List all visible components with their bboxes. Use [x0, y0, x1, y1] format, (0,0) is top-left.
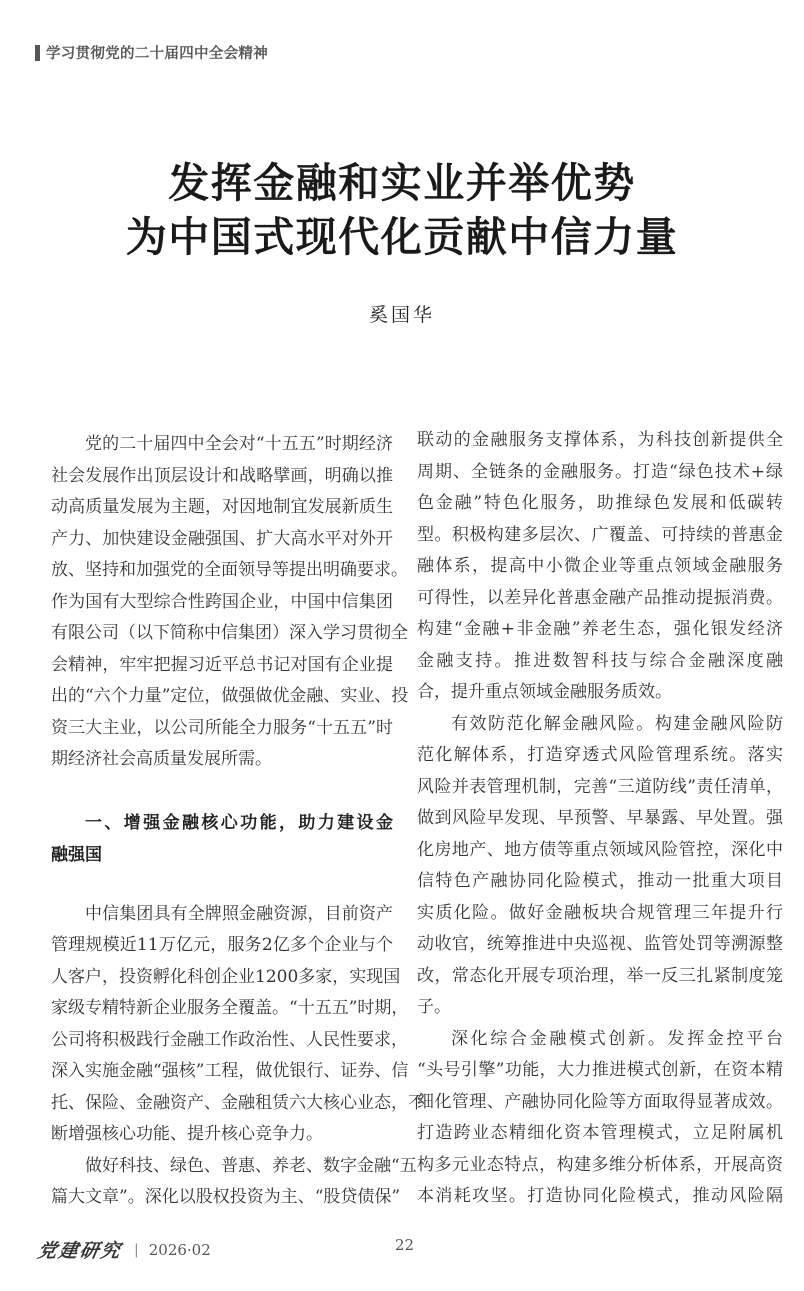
text-line: 管理规模近11万亿元，服务2亿多个企业与个: [51, 935, 393, 955]
text-line: 动高质量发展为主题，对因地制宜发展新质生: [51, 497, 393, 517]
text-line: 化房地产、地方债等重点领域风险管控，深化中: [417, 839, 783, 860]
right-column: [417, 425, 783, 1213]
left-column: [51, 429, 425, 1214]
text-line: 篇大文章”。深化以股权投资为主、“股贷债保”: [51, 1187, 401, 1207]
text-line: 改，常态化开展专项治理，举一反三扎紧制度笼: [417, 965, 783, 986]
text-line: 人客户，投资孵化科创企业1200多家，实现国: [51, 966, 401, 987]
journal-logo: 党建研究: [35, 1240, 124, 1262]
text-line: 做到风险早发现、早预警、早暴露、早处置。强: [417, 808, 783, 828]
text-line: 范化解体系，打造穿透式风险管理系统。落实: [417, 745, 783, 765]
paragraph: [51, 429, 409, 776]
text-line: 中信集团具有全牌照金融资源，目前资产: [85, 903, 393, 924]
text-line: 型。积极构建多层次、广覆盖、可持续的普惠金: [417, 524, 783, 545]
article-title-line-2: 为中国式现代化贡献中信力量: [125, 213, 679, 261]
text-line: 断增强核心功能、提升核心竞争力。: [51, 1124, 323, 1144]
text-line: 融体系，提高中小微企业等重点领域金融服务: [417, 556, 783, 576]
paragraph: [417, 709, 783, 1024]
heading-line: 融强国: [51, 844, 102, 865]
paragraph: [417, 1024, 783, 1213]
footer-separator: |: [134, 1241, 139, 1258]
text-line: 合，提升重点领域金融服务质效。: [417, 682, 672, 702]
text-line: 公司将积极践行金融工作政治性、人民性要求，: [51, 1029, 408, 1050]
text-line: 本消耗攻坚。打造协同化险模式，推动风险隔: [417, 1186, 783, 1206]
text-line: 周期、全链条的金融服务。打造“绿色技术+绿: [417, 461, 783, 482]
text-line: 托、保险、金融资产、金融租赁六大核心业态，不: [51, 1092, 425, 1113]
text-line: 可得性，以差异化普惠金融产品推动提振消费。: [417, 587, 783, 608]
issue-number: 2026·02: [148, 1240, 211, 1259]
section-heading: [51, 807, 393, 871]
text-line: 色金融”特色化服务，助推绿色发展和低碳转: [417, 493, 783, 513]
heading-line: 一、增强金融核心功能，助力建设金: [85, 812, 393, 833]
text-line: 信特色产融协同化险模式，推动一批重大项目: [417, 871, 783, 891]
text-line: 党的二十届四中全会对“十五五”时期经济: [85, 434, 393, 454]
text-line: 金融支持。推进数智科技与综合金融深度融: [417, 650, 783, 671]
article-title-line-1: 发挥金融和实业并举优势: [168, 159, 636, 207]
text-line: 期经济社会高质量发展所需。: [51, 749, 272, 769]
text-line: 深化综合金融模式创新。发挥金控平台: [451, 1028, 783, 1049]
section-header: [35, 42, 268, 63]
text-line: 社会发展作出顶层设计和战略擘画，明确以推: [51, 465, 393, 486]
text-line: 做好科技、绿色、普惠、养老、数字金融“五: [85, 1155, 417, 1176]
text-line: 联动的金融服务支撑体系，为科技创新提供全: [417, 430, 783, 450]
text-line: 风险并表管理机制，完善“三道防线”责任清单，: [417, 776, 783, 797]
paragraph: [51, 1151, 417, 1214]
text-line: 构多元业态特点，构建多维分析体系，开展高资: [417, 1154, 783, 1175]
author-name: 奚国华: [368, 304, 435, 326]
text-line: 深入实施金融“强核”工程，做优银行、证券、信: [51, 1061, 409, 1081]
text-line: 构建“金融+非金融”养老生态，强化银发经济: [417, 619, 783, 639]
text-line: 细化管理、产融协同化险等方面取得显著成效。: [417, 1091, 783, 1112]
text-line: 子。: [417, 997, 451, 1017]
section-label: 学习贯彻党的二十届四中全会精神: [46, 46, 268, 62]
text-line: 打造跨业态精细化资本管理模式，立足附属机: [417, 1123, 783, 1143]
text-line: 有效防范化解金融风险。构建金融风险防: [451, 713, 783, 734]
paragraph: [51, 899, 425, 1151]
page-footer: [35, 1236, 211, 1263]
section-marker-bar: [35, 45, 40, 61]
text-line: 资三大主业，以公司所能全力服务“十五五”时: [51, 717, 393, 738]
text-line: 作为国有大型综合性跨国企业，中国中信集团: [51, 591, 393, 612]
paragraph: [417, 425, 783, 709]
text-line: 实质化险。做好金融板块合规管理三年提升行: [417, 902, 783, 923]
text-line: 会精神，牢牢把握习近平总书记对国有企业提: [51, 654, 393, 675]
text-line: 有限公司（以下简称中信集团）深入学习贯彻全: [51, 623, 408, 643]
text-line: 放、坚持和加强党的全面领导等提出明确要求。: [51, 560, 408, 580]
text-line: 出的“六个力量”定位，做强做优金融、实业、投: [51, 686, 409, 706]
text-line: 产力、加快建设金融强国、扩大高水平对外开: [51, 528, 393, 549]
page-number: 22: [395, 1236, 415, 1254]
text-line: 家级专精特新企业服务全覆盖。“十五五”时期，: [51, 998, 409, 1018]
text-line: “头号引擎”功能，大力推进模式创新，在资本精: [417, 1060, 783, 1080]
text-line: 动收官，统筹推进中央巡视、监管处罚等溯源整: [417, 934, 783, 954]
